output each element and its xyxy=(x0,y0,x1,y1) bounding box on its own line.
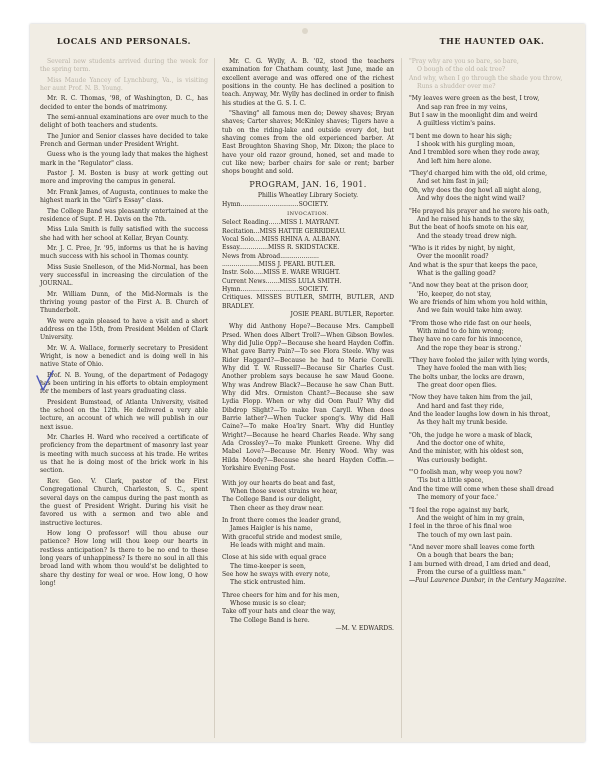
poem-line: Whose music is so clear; xyxy=(230,599,306,607)
news-paragraph: Several new students arrived during the week for the spring term. xyxy=(40,58,208,74)
poem-line: And the rope they bear is strong.' xyxy=(417,344,522,352)
program-title: PROGRAM, JAN. 16, 1901. xyxy=(249,179,367,189)
society-name: Phillis Wheatley Library Society. xyxy=(257,192,359,200)
poem-line: The memory of your face.' xyxy=(417,494,498,502)
poem-line: Over the moonlit road? xyxy=(417,253,489,261)
poem-line: The time-keeper is seen, xyxy=(230,562,306,570)
poem-line: With graceful stride and modest smile, xyxy=(222,533,343,541)
poem-line: We are friends of him whom you hold within, xyxy=(409,298,548,306)
news-paragraph: How long O professor! will thou abuse our patience? How long will thou keep our hearts in restless anticipation? Is there to be no end to these long years of unhappiness? Is there no soul in all this broad land with whom thou would'st be delighted to share thy destiny for weal or woe. How long, O how long! xyxy=(40,529,208,587)
news-paragraph: Miss Susie Snelleson, of the Mid-Normal, has been very successful in increasing the circulation of the JOURNAL. xyxy=(40,263,208,288)
poem-line: And the time will come when these shall dread xyxy=(409,485,554,493)
poem-line: Close at his side with equal grace xyxy=(222,554,327,562)
poem-line: 'Tis but a little space, xyxy=(417,477,484,485)
poem-line: And the steady tread drew nigh. xyxy=(417,232,517,240)
poem-line: He leads with might and main. xyxy=(230,541,326,549)
poem-line: Runs a shudder over me? xyxy=(417,83,496,91)
poem-line: As they halt my trunk beside. xyxy=(417,419,508,427)
poem-line: What is the galling goad? xyxy=(417,269,496,277)
poem-line: 'Ho, keeper, do not stay, xyxy=(417,290,492,298)
poem-line: "He prayed his prayer and he swore his oath, xyxy=(409,207,550,215)
poem-line: With joy our hearts do beat and fast, xyxy=(222,479,336,487)
poem-line: From the curse of a guiltless man." xyxy=(417,568,526,576)
poem-line: "They'd charged him with the old, old crime, xyxy=(409,170,548,178)
poem-line: And left him here alone. xyxy=(417,157,492,165)
news-paragraph: Mr. Frank James, of Augusta, continues to make the highest mark in the "Girl's Essay" class. xyxy=(40,188,208,205)
poem-line: James Haigler is his name, xyxy=(230,525,313,533)
program-item: Instr. Solo.....MISS E. WARE WRIGHT. xyxy=(222,269,341,277)
poem-line: Take off your hats and clear the way, xyxy=(222,608,336,616)
poem-line: And sap ran free in my veins, xyxy=(417,103,508,111)
poem-line: And hard and fast they ride, xyxy=(417,402,504,410)
program-item: Critiques. MISSES BUTLER, SMITH, BUTLER, AND BRADLEY. xyxy=(222,294,394,310)
poem-line: O bough of the old oak tree? xyxy=(417,66,506,74)
program-item: Vocal Solo....MISS RHINA A. ALBANY. xyxy=(222,235,341,243)
punch-hole xyxy=(302,28,308,34)
poem-line: Then cheer as they draw near. xyxy=(230,504,324,512)
program-hymn: Hymn..............................SOCIETY. xyxy=(222,200,329,208)
poem-line: "I bent me down to hear his sigh; xyxy=(409,132,512,140)
poem-line: I feel in the throe of his final woe xyxy=(409,523,512,531)
middle-column xyxy=(222,58,394,633)
poem-column xyxy=(409,58,575,586)
poem-line: With mind to do him wrong; xyxy=(417,327,504,335)
poem-line: And the weight of him in my grain, xyxy=(417,514,525,522)
poem-line: In front there comes the leader grand, xyxy=(222,516,342,524)
poem-heading: THE HAUNTED OAK. xyxy=(439,36,545,46)
news-paragraph: Rev. Geo. V. Clark, pastor of the First Congregational Church, Charleston, S. C., spent several days on the campus during the past month as the guest of President Wright. During his visit he favored us with a sermon and two able and instructive lectures. xyxy=(40,477,208,527)
reporter-credit: JOSIE PEARL BUTLER, Reporter. xyxy=(290,310,394,318)
poem-line: And set him fast in jail; xyxy=(417,178,489,186)
poem-line: The College Band is our delight, xyxy=(222,496,322,504)
news-paragraph: The College Band was pleasantly entertained at the residence of Supt. P. H. Davis on the 7th. xyxy=(40,207,208,223)
poem-line: And the minister, with his oldest son, xyxy=(409,448,524,456)
invocation: INVOCATION. xyxy=(287,210,329,217)
news-paragraph: Prof. N. B. Young, of the department of Pedagogy has been untiring in his efforts to obtain employment for the members of last years graduating class. xyxy=(40,371,208,396)
poem-line: "They have fooled the jailer with lying words, xyxy=(409,357,550,364)
poem-line: "Oh, the judge he wore a mask of black, xyxy=(409,431,533,439)
locals-column xyxy=(40,58,208,590)
news-paragraph: Mr. R. C. Thomas, '98, of Washington, D. C., has decided to enter the bonds of matrimony. xyxy=(40,95,208,111)
poem-line: The touch of my own last pain. xyxy=(417,531,513,539)
poem-line: And I trembled sore when they rode away, xyxy=(409,149,540,157)
program-item: Select Reading......MISS I. MAYRANT. xyxy=(222,219,340,227)
poem-credit: —Paul Laurence Dunbar, in the Century Magazine. xyxy=(409,577,567,585)
poem-line: But I saw in the moonlight dim and weird xyxy=(409,112,538,120)
news-paragraph: Mr. William Dunn, of the Mid-Normals is the thriving young pastor of the First A. B. Church of Thunderbolt. xyxy=(40,290,208,315)
poem-line: On a bough that bears the ban; xyxy=(417,552,514,560)
poem-line: The stick entrusted him. xyxy=(230,579,306,587)
poem-line: "I feel the rope against my bark, xyxy=(409,506,510,514)
poem-line: The bolts unbar, the locks are drawn, xyxy=(409,373,525,381)
program-item: Hymn..............................SOCIETY. xyxy=(222,285,329,293)
poem-line: "'O foolish man, why weep you now? xyxy=(409,469,522,477)
poem-line: I am burned with dread, I am dried and dead, xyxy=(409,560,551,568)
news-paragraph: Mr. J. C. Pree, Jr. '95, informs us that he is having much success with his school in Thomas county. xyxy=(40,244,208,261)
why-did-paragraph: Why did Anthony Hope?—Because Mrs. Campbell Prsed. When does Albert Troll?—When Gibson Bowles. Why did Julie Opp?—Because she heard Hayden Coffin. What gave Barry Pain?—To see Flora Steele. Why was Rider Haggard?—Because he had to Marie Corelli. Why did T. W. Russell?—Because Sir Charles Cust. Another problem says because he saw Maud Goone. Why was Andrew Black?—Because he saw Chan Butt. Why did Mrs. Ormiston Chant?—Because she saw Lydia Flopp. When or why did Oom Paul? Why did Dibdrop Slight?—To make Ivan Caryll. When does Barrie lather?—When Tucker spong's. Why did Hall Caine?—To make Hoa'lry Snart. Why did Huntley Wright?—Because he heard Charles Reade. Why sang Ada Crossley?—To make Plunkett Greene. Why did Mabel Love?—Because Mr. Henry Wood. Why was Hilda Moody?—Because she heard Hayden Coffin.—Yorkshire Evening Post. xyxy=(222,323,394,473)
poem-line: And why does the night wind wail? xyxy=(417,195,525,203)
program-item: Recitation...MISS HATTIE GERRIDEAU. xyxy=(222,227,346,235)
locals-heading: LOCALS AND PERSONALS. xyxy=(56,36,192,46)
poem-line: And the doctor one of white, xyxy=(417,440,506,448)
newspaper-page xyxy=(30,24,585,742)
column-rule xyxy=(401,58,402,738)
poem-line: A guiltless victim's pains. xyxy=(417,120,496,128)
poem-line: The College Band is here. xyxy=(230,616,310,624)
poem-line: Was curiously bedight. xyxy=(417,456,488,464)
poem-line: And why, when I go through the shade you throw, xyxy=(409,74,563,82)
news-paragraph: Mr. Charles H. Ward who received a certificate of proficiency from the department of masonry last year is meeting with much success at his trade. He writes us that he is doing most of the brick work in his section. xyxy=(40,434,208,475)
news-paragraph: We were again pleased to have a visit and a short address on the 15th, from President Melden of Clark University. xyxy=(40,317,208,342)
poem-line: "My leaves were green as the best, I trow, xyxy=(409,95,540,103)
poem-line: And he raised his hands to the sky, xyxy=(417,215,525,223)
news-paragraph: Guess who is the young lady that makes the highest mark in the "Regulator" class. xyxy=(40,151,208,167)
news-paragraph: Pastor J. M. Bosten is busy at work getting out more and improving the campus in general. xyxy=(40,170,208,186)
poem-line: I shook with his gurgling moan, xyxy=(417,141,516,149)
poem-line: Oh, why does the dog howl all night along, xyxy=(409,186,542,194)
poem-line: But the beat of hoofs smote on his ear, xyxy=(409,224,529,232)
news-paragraph: The Junior and Senior classes have decided to take French and German under President Wright. xyxy=(40,132,208,149)
news-paragraph: The semi-annual examinations are over much to the delight of both teachers and students. xyxy=(40,114,208,130)
poem-line: Three cheers for him and for his men, xyxy=(222,591,340,599)
news-paragraph: Mr. W. A. Wallace, formerly secretary to President Wright, is now a benedict and is doing well in his native State of Ohio. xyxy=(40,344,208,369)
news-paragraph: Miss Maude Yancey of Lynchburg, Va., is visiting her aunt Prof. N. B. Young. xyxy=(40,76,208,93)
poem-line: "Now they have taken him from the jail, xyxy=(409,394,533,402)
poem-line: They have no care for his innocence, xyxy=(409,336,523,344)
poem-line: And we fain would take him away. xyxy=(417,307,523,315)
poem-line: "And never more shall leaves come forth xyxy=(409,543,535,551)
poem-line: And what is the spur that keeps the pace, xyxy=(409,261,538,269)
program-item: Current News.......MISS LULA SMITH. xyxy=(222,277,342,285)
news-paragraph: President Bumstead, of Atlanta University, visited the school on the 12th. He delivered a very able lecture, an account of which we will publish in our next issue. xyxy=(40,398,208,431)
poem-line: "Who is it rides by night, by night, xyxy=(409,244,516,252)
news-paragraph: "Shaving" all famous men do; Dewey shaves; Bryan shaves; Carter shaves; McKinley shaves; Tigers have a tub on the riding-lake and outside every dot, but shaving comes from the old experienced barber. At East Broughton Shaving Shop, Mr. Dixon; the place to have your old razor ground, honed, set and made to cut like new; barber chairs for sale or rent; barber shops bought and sold. xyxy=(222,110,394,176)
check-mark-icon xyxy=(35,370,55,392)
program-item: ...................MISS J. PEARL BUTLER. xyxy=(222,260,336,268)
poem-line: They have fooled the man with lies; xyxy=(417,365,527,373)
news-paragraph: Mr. C. G. Wylly, A. B. '02, stood the teachers examination for Chatham county, last June, made an excellent average and was offered one of the richest positions in the county. He has declined a position to teach. Anyway, Mr. Wylly has declined in order to finish his studies at the G. S. I. C. xyxy=(222,58,394,107)
poem-line: See how he sways with every note, xyxy=(222,570,331,578)
program-item: Essay...............MISS R. SKIDSTACKE. xyxy=(222,244,340,252)
column-rule xyxy=(214,58,215,738)
news-paragraph: Miss Lula Smith is fully satisfied with the success she had with her school at Kellar, Bryan County. xyxy=(40,226,208,242)
poem-line: "And now they beat at the prison door, xyxy=(409,282,529,290)
band-poem-author: —M. V. EDWARDS. xyxy=(335,625,394,632)
program-item: News from Abroad.................... xyxy=(222,252,319,260)
poem-line: "From those who ride fast on our heels, xyxy=(409,319,532,327)
poem-line: The great door open flies. xyxy=(417,382,497,390)
poem-line: When those sweet strains we hear, xyxy=(230,487,338,495)
poem-line: And the leader laughs low down in his throat, xyxy=(409,411,551,419)
poem-line: "Pray why are you so bare, so bare, xyxy=(409,58,519,65)
